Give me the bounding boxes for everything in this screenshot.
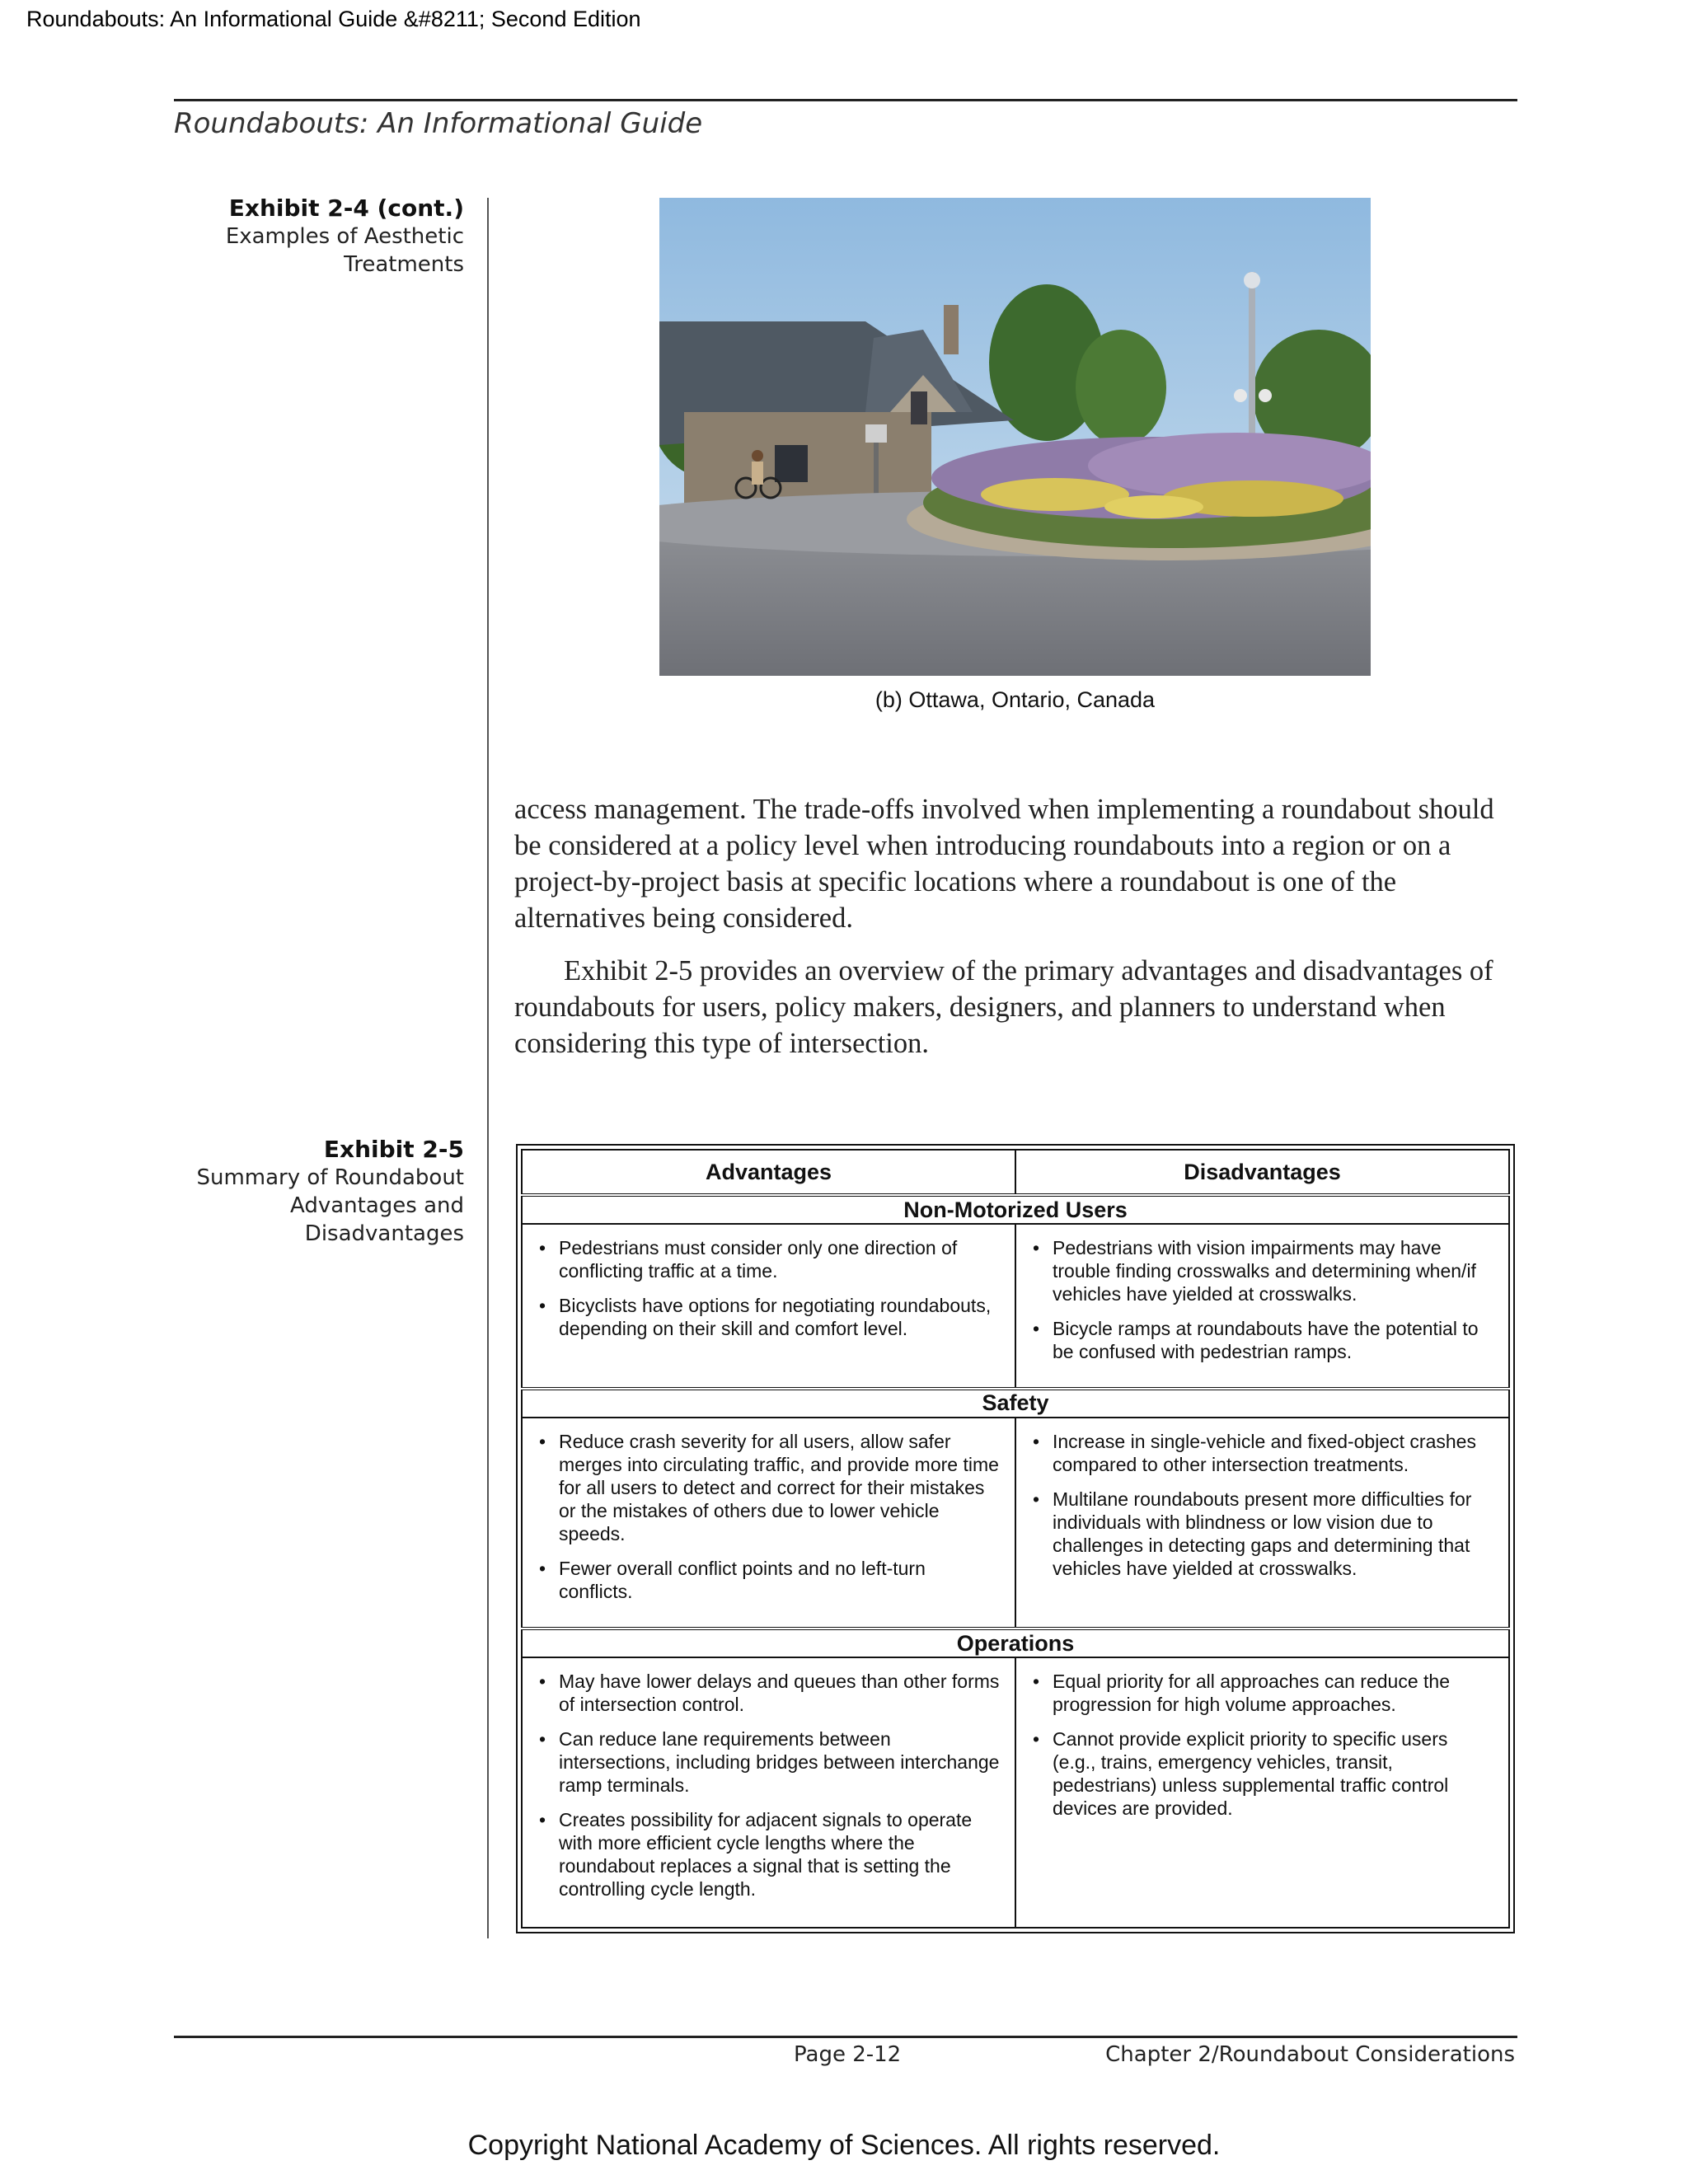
list-item: • Multilane roundabouts present more difficulties for individuals with blindness or low vision due to challenges in detecting gaps and determining that vehicles have yielded at crosswalks. xyxy=(1031,1488,1495,1580)
list-item: • Pedestrians with vision impairments may have trouble finding crosswalks and determining when/if vehicles have yielded at crosswalks. xyxy=(1031,1236,1495,1305)
exhibit-title-line: Advantages and xyxy=(290,1193,464,1218)
exhibit-title-line: Disadvantages xyxy=(304,1221,464,1246)
table-section-header xyxy=(522,1389,1509,1418)
advantages-list xyxy=(537,1236,1001,1340)
paragraph: access management. The trade-offs involved when implementing a roundabout should be considered at a policy level when introducing roundabouts into a region or on a project-by-project basis at specific locations where a roundabout is one of the alternatives being considered. xyxy=(514,794,1494,934)
advantages-list xyxy=(537,1430,1001,1603)
photo-caption: (b) Ottawa, Ontario, Canada xyxy=(874,687,1156,712)
exhibit-number: Exhibit 2-4 (cont.) xyxy=(228,194,464,222)
disadvantages-cell xyxy=(1015,1657,1509,1928)
window-title: Roundabouts: An Informational Guide &#8211; Second Edition xyxy=(26,7,641,31)
list-item: • Pedestrians must consider only one direction of conflicting traffic at a time. xyxy=(537,1236,1001,1282)
footer-rule xyxy=(174,2036,1517,2038)
exhibit-title-line: Treatments xyxy=(344,252,464,277)
disadvantages-cell xyxy=(1015,1418,1509,1629)
copyright-notice: Copyright National Academy of Sciences. All rights reserved. xyxy=(467,2130,1221,2161)
disadvantages-list xyxy=(1031,1670,1495,1820)
table-body xyxy=(522,1195,1509,1928)
list-item: • Reduce crash severity for all users, allow safer merges into circulating traffic, and provide more time for all users to detect and correct for their mistakes or the mistakes of others due to lower vehicle speeds. xyxy=(537,1430,1001,1545)
exhibit-2-5-caption xyxy=(167,1136,464,1248)
advantages-cell xyxy=(522,1418,1015,1629)
running-head: Roundabouts: An Informational Guide xyxy=(174,107,703,140)
roundabout-photo xyxy=(659,198,1371,676)
table-row xyxy=(522,1418,1509,1629)
advantages-cell xyxy=(522,1224,1015,1389)
disadvantages-list xyxy=(1031,1236,1495,1363)
table-section-header xyxy=(522,1629,1509,1657)
photo-illustration xyxy=(659,198,1371,676)
disadvantages-cell xyxy=(1015,1224,1509,1389)
column-header-advantages: Advantages xyxy=(522,1150,1015,1195)
section-title: Operations xyxy=(522,1629,1509,1657)
exhibit-title-line: Summary of Roundabout xyxy=(196,1165,464,1190)
summary-table xyxy=(521,1149,1510,1929)
advantages-list xyxy=(537,1670,1001,1900)
list-item: • Equal priority for all approaches can reduce the progression for high volume approaches. xyxy=(1031,1670,1495,1716)
table-row xyxy=(522,1657,1509,1928)
section-title: Non-Motorized Users xyxy=(522,1195,1509,1224)
list-item: • Cannot provide explicit priority to specific users (e.g., trains, emergency vehicles, transit, pedestrians) unless supplemental traffic control devices are provided. xyxy=(1031,1727,1495,1820)
sidebar-rule xyxy=(487,198,489,1938)
advantages-cell xyxy=(522,1657,1015,1928)
list-item: • May have lower delays and queues than other forms of intersection control. xyxy=(537,1670,1001,1716)
exhibit-title-line: Examples of Aesthetic xyxy=(225,224,464,249)
list-item: • Creates possibility for adjacent signals to operate with more efficient cycle lengths where the roundabout replaces a signal that is setting the controlling cycle length. xyxy=(537,1808,1001,1900)
list-item: • Bicyclists have options for negotiating roundabouts, depending on their skill and comfort level. xyxy=(537,1294,1001,1340)
paragraph: Exhibit 2-5 provides an overview of the primary advantages and disadvantages of roundabouts for users, policy makers, designers, and planners to understand when considering this type of intersection. xyxy=(514,955,1493,1059)
page-number: Page 2-12 xyxy=(794,2042,902,2067)
body-text xyxy=(514,791,1522,1078)
chapter-label: Chapter 2/Roundabout Considerations xyxy=(1105,2042,1515,2067)
header-rule xyxy=(174,99,1517,101)
exhibit-number: Exhibit 2-5 xyxy=(323,1136,464,1163)
table-section-header xyxy=(522,1195,1509,1224)
table-header-row xyxy=(522,1150,1509,1195)
disadvantages-list xyxy=(1031,1430,1495,1580)
list-item: • Increase in single-vehicle and fixed-object crashes compared to other intersection treatments. xyxy=(1031,1430,1495,1476)
column-header-disadvantages: Disadvantages xyxy=(1015,1150,1509,1195)
list-item: • Fewer overall conflict points and no left-turn conflicts. xyxy=(537,1557,1001,1603)
list-item: • Bicycle ramps at roundabouts have the potential to be confused with pedestrian ramps. xyxy=(1031,1317,1495,1363)
table-row xyxy=(522,1224,1509,1389)
summary-table-frame xyxy=(516,1144,1515,1933)
exhibit-2-4-caption xyxy=(167,194,464,279)
list-item: • Can reduce lane requirements between intersections, including bridges between interchange ramp terminals. xyxy=(537,1727,1001,1797)
section-title: Safety xyxy=(522,1389,1509,1418)
